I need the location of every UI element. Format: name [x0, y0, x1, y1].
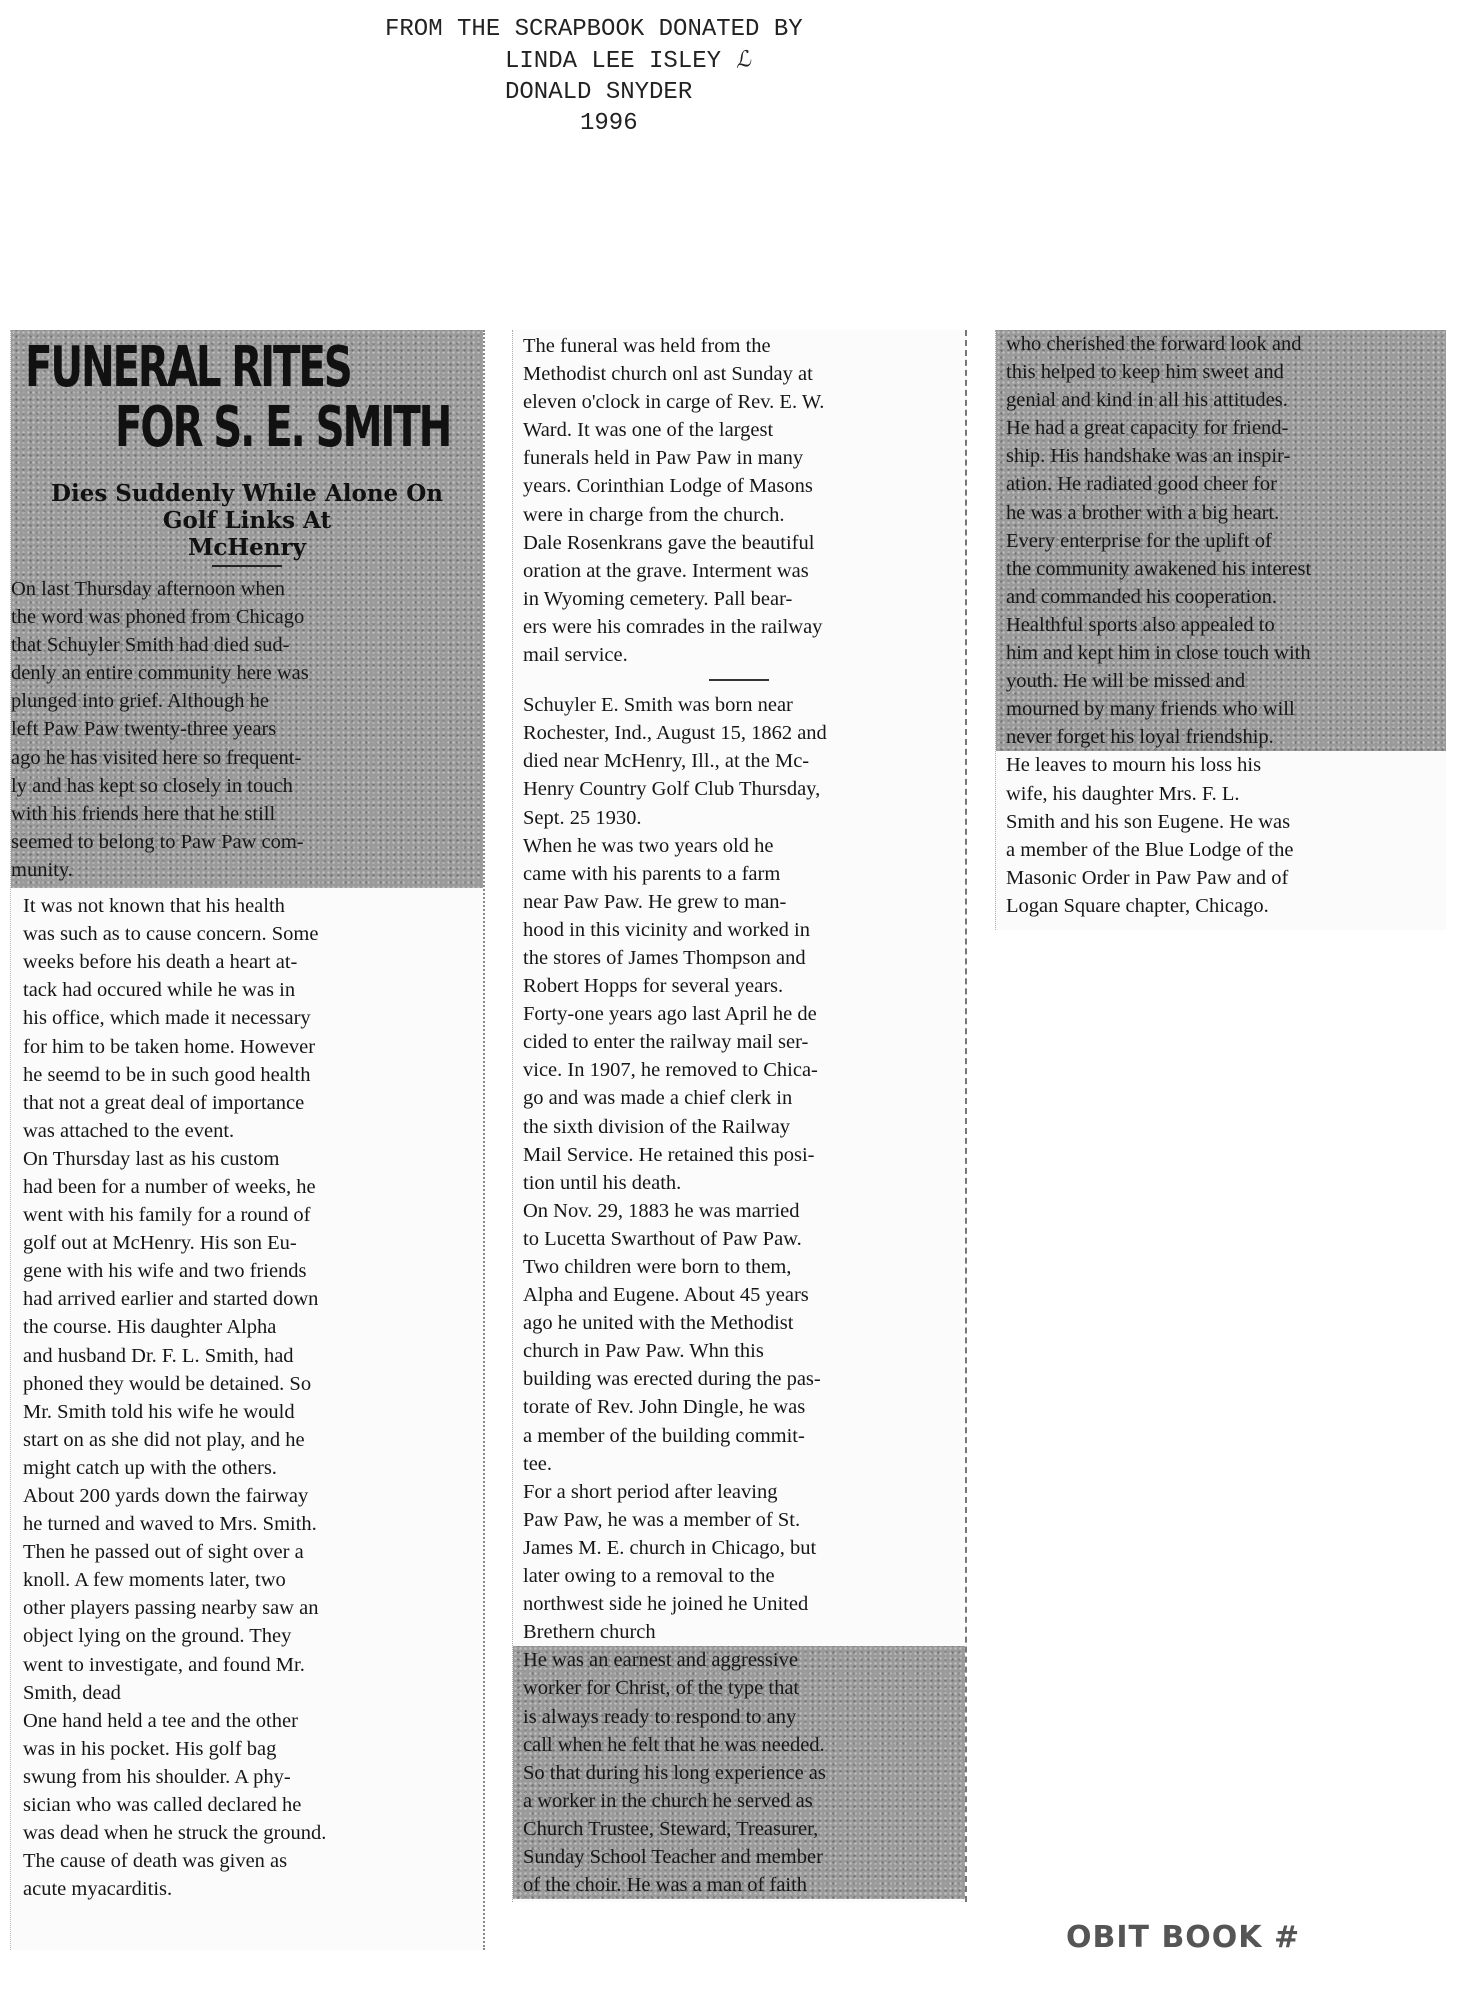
text-line: vice. In 1907, he removed to Chica- [523, 1059, 818, 1082]
text-line: Smith, dead [23, 1681, 121, 1704]
text-line: for him to be taken home. However [23, 1035, 316, 1058]
text-line: this helped to keep him sweet and [1006, 361, 1284, 384]
text-line: Sept. 25 1930. [523, 806, 642, 829]
text-line: tion until his death. [523, 1171, 682, 1194]
text-line: Mr. Smith told his wife he would [23, 1400, 295, 1423]
text-line: other players passing nearby saw an [23, 1597, 319, 1620]
text-line: years. Corinthian Lodge of Masons [523, 475, 813, 498]
text-line: go and was made a chief clerk in [523, 1087, 793, 1110]
donor-name: DONALD SNYDER [505, 79, 693, 106]
text-line: phoned they would be detained. So [23, 1372, 312, 1395]
text-line: Then he passed out of sight over a [23, 1541, 304, 1564]
text-line: is always ready to respond to any [523, 1705, 797, 1728]
text-line: wife, his daughter Mrs. F. L. [1006, 782, 1240, 805]
text-line: gene with his wife and two friends [23, 1260, 307, 1283]
paragraph-shaded [996, 330, 1446, 751]
text-line: a member of the building commit- [523, 1424, 805, 1447]
text-line: that Schuyler Smith had died sud- [11, 634, 290, 657]
headline-line: FUNERAL RITES [25, 335, 351, 400]
text-line: Rochester, Ind., August 15, 1862 and [523, 722, 827, 745]
text-line: Alpha and Eugene. About 45 years [523, 1284, 809, 1307]
text-line: who cherished the forward look and [1006, 333, 1302, 355]
text-line: northwest side he joined he United [523, 1593, 809, 1616]
text-line: left Paw Paw twenty-three years [11, 718, 277, 741]
text-line: of the choir. He was a man of faith [523, 1874, 808, 1897]
obit-book-stamp: OBIT BOOK # [1066, 1920, 1301, 1955]
text-line: object lying on the ground. They [23, 1625, 292, 1648]
text-line: munity. [11, 858, 73, 881]
text-line: He was an earnest and aggressive [523, 1649, 798, 1672]
text-line: The cause of death was given as [23, 1850, 288, 1873]
subheadline-line: Golf Links At [162, 507, 332, 534]
text-line: hood in this vicinity and worked in [523, 918, 810, 941]
text-line: the community awakened his interest [1006, 557, 1312, 580]
text-line: Every enterprise for the uplift of [1006, 529, 1272, 552]
text-line: died near McHenry, Ill., at the Mc- [523, 750, 810, 773]
donor-name: LINDA LEE ISLEY [505, 48, 722, 75]
text-line: mail service. [523, 644, 628, 667]
text-line: When he was two years old he [523, 834, 774, 857]
text-line: the word was phoned from Chicago [11, 606, 305, 629]
text-line: Henry Country Golf Club Thursday, [523, 778, 821, 801]
text-line: swung from his shoulder. A phy- [23, 1765, 291, 1788]
text-line: Healthful sports also appealed to [1006, 613, 1275, 636]
text-line: Schuyler E. Smith was born near [523, 694, 793, 717]
text-line: was attached to the event. [23, 1119, 235, 1142]
text-line: went with his family for a round of [23, 1204, 311, 1227]
scrapbook-year: 1996 [580, 110, 638, 137]
paragraph-text [513, 330, 965, 669]
text-line: weeks before his death a heart at- [23, 951, 298, 974]
text-line: About 200 yards down the fairway [23, 1485, 309, 1507]
paragraph-shaded [11, 573, 483, 888]
text-line: went to investigate, and found Mr. [23, 1653, 305, 1676]
text-line: Logan Square chapter, Chicago. [1006, 894, 1269, 917]
text-line: funerals held in Paw Paw in many [523, 447, 804, 470]
text-line: ago he united with the Methodist [523, 1312, 794, 1335]
text-line: and husband Dr. F. L. Smith, had [23, 1344, 294, 1367]
text-line: Paw Paw, he was a member of St. [523, 1508, 801, 1531]
text-line: Masonic Order in Paw Paw and of [1006, 866, 1289, 889]
subheadline-line: Dies Suddenly While Alone On [51, 480, 443, 507]
text-line: He had a great capacity for friend- [1006, 417, 1289, 440]
text-line: Church Trustee, Steward, Treasurer, [523, 1817, 819, 1840]
text-line: On Thursday last as his custom [23, 1147, 280, 1170]
text-line: cided to enter the railway mail ser- [523, 1031, 809, 1054]
text-line: Mail Service. He retained this posi- [523, 1143, 815, 1166]
shaded-paragraph-block [513, 1646, 965, 1899]
text-line: the sixth division of the Railway [523, 1115, 791, 1138]
text-line: Smith and his son Eugene. He was [1006, 810, 1291, 833]
divider [212, 565, 282, 567]
article-column-3 [995, 330, 1446, 930]
paragraph-text [513, 691, 965, 1646]
text-line: him and kept him in close touch with [1006, 642, 1311, 665]
text-line: was dead when he struck the ground. [23, 1822, 327, 1845]
divider [709, 679, 769, 681]
text-line: had arrived earlier and started down [23, 1288, 319, 1311]
text-line: start on as she did not play, and he [23, 1428, 305, 1451]
scrapbook-note [385, 14, 905, 139]
paragraph-shaded [513, 1646, 965, 1899]
text-line: mourned by many friends who will [1006, 698, 1295, 721]
headline [11, 330, 483, 468]
text-line: with his friends here that he still [11, 802, 276, 825]
text-line: youth. He will be missed and [1006, 670, 1246, 693]
text-line: tack had occured while he was in [23, 979, 296, 1002]
text-line: a worker in the church he served as [523, 1789, 813, 1812]
text-line: One hand held a tee and the other [23, 1709, 298, 1732]
headline-block [11, 330, 483, 888]
text-line: Dale Rosenkrans gave the beautiful [523, 531, 815, 554]
text-line: ago he has visited here so frequent- [11, 746, 302, 769]
article-column-1 [10, 330, 485, 1950]
handwritten-mark: ℒ [732, 46, 753, 75]
paragraph-text [996, 751, 1446, 920]
text-line: knoll. A few moments later, two [23, 1569, 286, 1592]
text-line: Sunday School Teacher and member [523, 1845, 823, 1868]
text-line: were in charge from the church. [523, 503, 785, 526]
text-line: Two children were born to them, [523, 1256, 792, 1278]
text-line: So that during his long experience as [523, 1761, 826, 1784]
text-line: in Wyoming cemetery. Pall bear- [523, 587, 793, 610]
text-line: and commanded his cooperation. [1006, 585, 1277, 608]
text-line: plunged into grief. Although he [11, 690, 269, 713]
text-line: Ward. It was one of the largest [523, 419, 774, 442]
text-line: Brethern church [523, 1621, 656, 1644]
text-line: ation. He radiated good cheer for [1006, 473, 1277, 496]
text-line: was in his pocket. His golf bag [23, 1737, 277, 1760]
text-line: It was not known that his health [23, 895, 285, 918]
text-line: James M. E. church in Chicago, but [523, 1536, 817, 1559]
text-line: the course. His daughter Alpha [23, 1316, 277, 1339]
text-line: a member of the Blue Lodge of the [1006, 838, 1294, 861]
subheadline [19, 480, 475, 561]
scrapbook-note-line [385, 45, 905, 77]
headline-line: FOR S. E. SMITH [115, 395, 451, 460]
text-line: denly an entire community here was [11, 662, 309, 685]
text-line: On Nov. 29, 1883 he was married [523, 1199, 800, 1222]
text-line: was such as to cause concern. Some [23, 923, 319, 946]
text-line: later owing to a removal to the [523, 1565, 775, 1588]
text-line: seemed to belong to Paw Paw com- [11, 830, 304, 853]
text-line: ly and has kept so closely in touch [11, 774, 293, 797]
text-line: worker for Christ, of the type that [523, 1677, 800, 1700]
article-column-2 [512, 330, 967, 1902]
text-line: The funeral was held from the [523, 335, 771, 357]
text-line: torate of Rev. John Dingle, he was [523, 1396, 806, 1419]
subheadline-line: McHenry [187, 534, 307, 561]
text-line: eleven o'clock in carge of Rev. E. W. [523, 391, 825, 414]
text-line: tee. [523, 1452, 553, 1475]
text-line: ers were his comrades in the railway [523, 615, 823, 638]
text-line: church in Paw Paw. Whn this [523, 1340, 764, 1363]
text-line: might catch up with the others. [23, 1456, 277, 1479]
text-line: near Paw Paw. He grew to man- [523, 890, 787, 913]
text-line: He leaves to mourn his loss his [1006, 754, 1262, 777]
text-line: genial and kind in all his attitudes. [1006, 389, 1288, 412]
text-line: sician who was called declared he [23, 1794, 302, 1817]
text-line: he was a brother with a big heart. [1006, 501, 1280, 524]
scrapbook-note-line: FROM THE SCRAPBOOK DONATED BY [385, 16, 803, 43]
text-line: his office, which made it necessary [23, 1007, 311, 1030]
text-line: Robert Hopps for several years. [523, 975, 784, 998]
text-line: building was erected during the pas- [523, 1368, 821, 1391]
text-line: the stores of James Thompson and [523, 946, 806, 969]
text-line: On last Thursday afternoon when [11, 578, 286, 600]
text-line: came with his parents to a farm [523, 862, 781, 885]
text-line: had been for a number of weeks, he [23, 1175, 316, 1198]
text-line: he turned and waved to Mrs. Smith. [23, 1513, 317, 1536]
text-line: call when he felt that he was needed. [523, 1733, 825, 1756]
text-line: he seemd to be in such good health [23, 1063, 311, 1086]
shaded-paragraph-block [996, 330, 1446, 751]
text-line: to Lucetta Swarthout of Paw Paw. [523, 1227, 802, 1250]
text-line: oration at the grave. Interment was [523, 559, 809, 582]
text-line: Forty-one years ago last April he de [523, 1003, 817, 1026]
text-line: For a short period after leaving [523, 1480, 778, 1503]
text-line: that not a great deal of importance [23, 1091, 305, 1114]
text-line: acute myacarditis. [23, 1878, 173, 1901]
text-line: ship. His handshake was an inspir- [1006, 445, 1291, 468]
paragraph-text [11, 888, 483, 1903]
text-line: never forget his loyal friendship. [1006, 726, 1274, 749]
text-line: golf out at McHenry. His son Eu- [23, 1232, 297, 1255]
text-line: Methodist church onl ast Sunday at [523, 363, 813, 386]
